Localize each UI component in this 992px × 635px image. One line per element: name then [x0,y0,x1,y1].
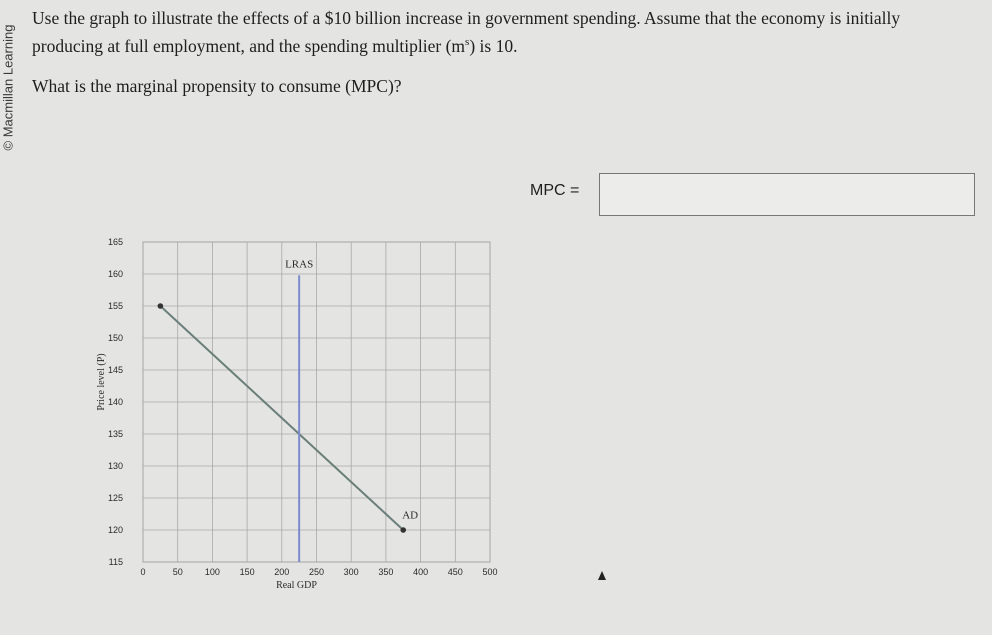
question-line-2-end: ) is 10. [469,36,518,56]
x-tick-label: 0 [140,567,146,577]
y-tick-label: 150 [107,333,123,343]
question-line-2-text: producing at full employment, and the spending multiplier (m [32,36,466,56]
x-tick-label: 250 [308,567,325,577]
x-tick-label: 200 [274,567,290,577]
mouse-pointer-icon [598,571,606,580]
question-line-1: Use the graph to illustrate the effects of a $10 billion increase in government spending. Assume that the economy is initially [32,8,901,28]
mpc-label: MPC = [530,182,580,199]
y-tick-label: 135 [107,429,123,439]
x-axis-label: Real GDP [276,580,317,591]
ad-endpoint-handle[interactable] [158,303,164,309]
ad-curve-label: AD [402,509,419,522]
question-line-2 [32,36,517,57]
y-tick-label: 140 [107,397,123,407]
x-tick-label: 150 [239,567,255,577]
y-axis-label: Price level (P) [96,353,107,411]
copyright-watermark: © Macmillan Learning [0,24,16,151]
x-tick-label: 100 [204,567,220,577]
x-tick-label: 350 [378,567,394,577]
ad-lras-chart[interactable] [90,228,510,598]
x-tick-label: 500 [482,567,498,577]
x-tick-label: 300 [343,567,359,577]
y-tick-label: 115 [108,557,123,567]
y-tick-label: 165 [107,237,123,247]
lras-curve-label: LRAS [285,258,314,271]
y-tick-label: 145 [107,365,123,375]
y-tick-label: 120 [107,525,123,535]
y-tick-label: 125 [107,493,123,503]
y-tick-label: 160 [107,269,123,279]
x-tick-label: 450 [447,567,463,577]
x-tick-label: 50 [172,567,183,577]
ad-endpoint-handle[interactable] [400,527,406,533]
question-mpc-prompt: What is the marginal propensity to consume (MPC)? [32,76,402,96]
y-tick-label: 130 [107,461,123,471]
x-tick-label: 400 [413,567,429,577]
mpc-answer-input[interactable] [599,173,975,216]
multiplier-superscript: s [465,36,470,49]
y-tick-label: 155 [107,301,123,311]
